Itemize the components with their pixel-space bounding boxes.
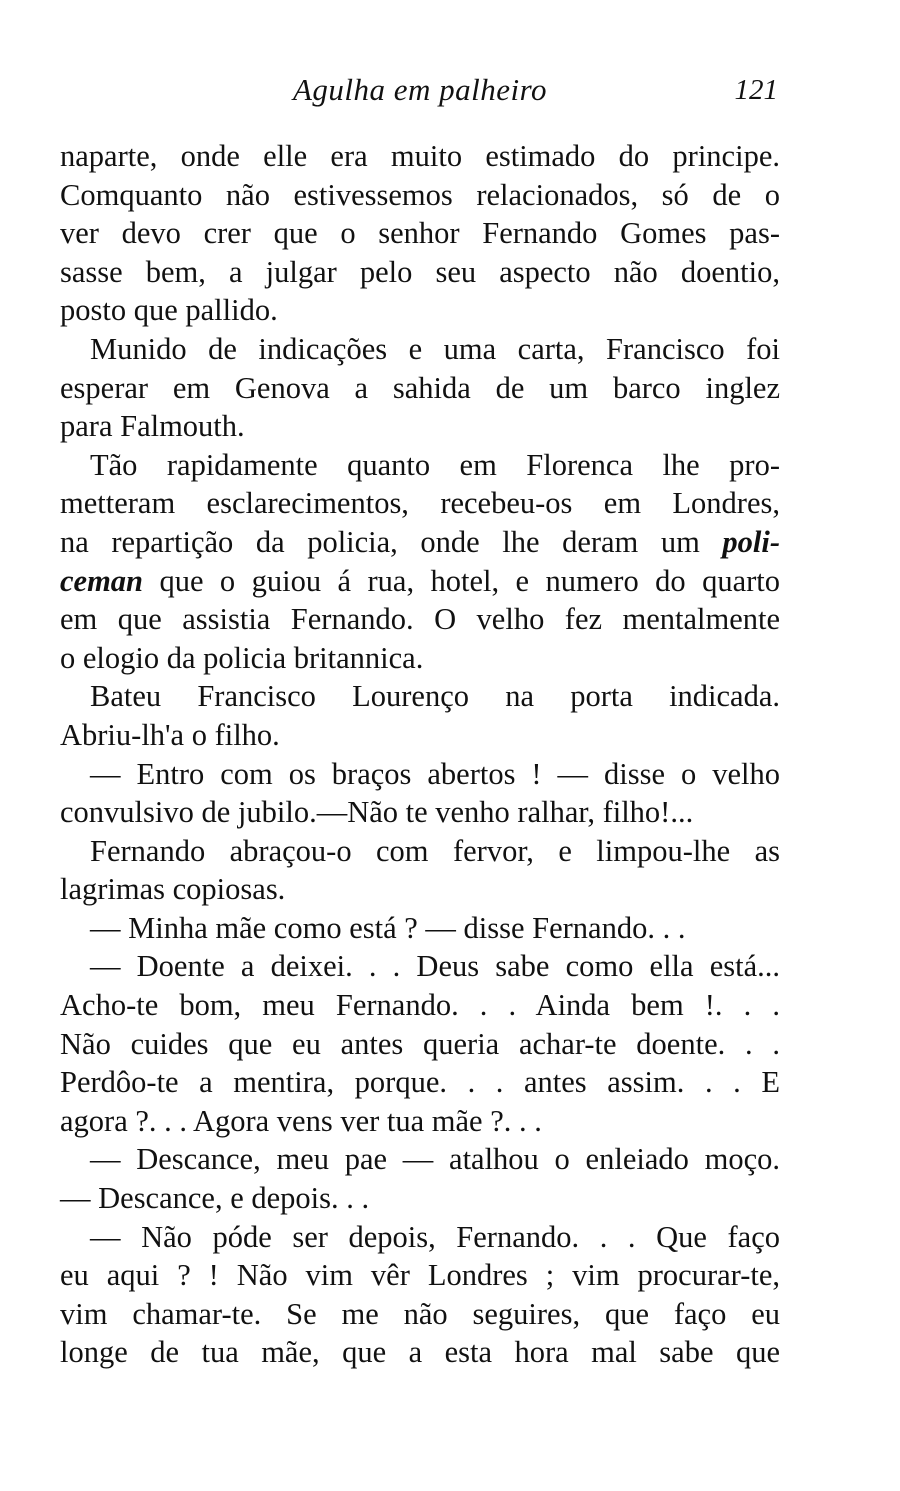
- text-line-with-italic: [60, 523, 780, 562]
- italic-word: poli-: [722, 524, 781, 559]
- text-line: Munido de indicações e uma carta, Francisco foi: [90, 331, 780, 366]
- dialogue-paragraph: [60, 755, 780, 832]
- text-line: Bateu Francisco Lourenço na porta indicada.: [90, 679, 780, 714]
- text-line: convulsivo de jubilo.—Não te venho ralhar, filho!...: [60, 795, 694, 830]
- dialogue-paragraph: [60, 1218, 780, 1372]
- text-segment: que o guiou á rua, hotel, e numero do quarto: [159, 563, 780, 598]
- text-line: Perdôo-te a mentira, porque. . . antes assim. . . E: [60, 1065, 780, 1100]
- text-line-with-italic: [60, 562, 780, 601]
- text-line: lagrimas copiosas.: [60, 872, 286, 907]
- text-line: longe de tua mãe, que a esta hora mal sabe que: [60, 1335, 780, 1370]
- text-line: eu aqui ? ! Não vim vêr Londres ; vim procurar-te,: [60, 1258, 780, 1293]
- dialogue-paragraph: [60, 947, 780, 1140]
- text-line: Comquanto não estivessemos relacionados, só de o: [60, 177, 780, 212]
- running-head: [62, 72, 778, 112]
- text-line: vim chamar-te. Se me não seguires, que faço eu: [60, 1296, 780, 1331]
- dialogue-paragraph: [60, 1140, 780, 1217]
- text-line: esperar em Genova a sahida de um barco inglez: [60, 370, 780, 405]
- paragraph: [60, 330, 780, 446]
- text-line: para Falmouth.: [60, 409, 245, 444]
- paragraph: [60, 137, 780, 330]
- body-text: [60, 137, 780, 1372]
- italic-word: ceman: [60, 563, 144, 598]
- text-line: — Não póde ser depois, Fernando. . . Que faço: [90, 1219, 780, 1254]
- paragraph: [60, 677, 780, 754]
- dialogue-paragraph: [60, 909, 780, 948]
- text-line: Acho-te bom, meu Fernando. . . Ainda bem !. . .: [60, 988, 780, 1023]
- text-line: em que assistia Fernando. O velho fez mentalmente: [60, 602, 780, 637]
- text-line: o elogio da policia britannica.: [60, 640, 424, 675]
- paragraph: [60, 446, 780, 678]
- text-line: — Entro com os braços abertos ! — disse o velho: [90, 756, 780, 791]
- text-line: — Minha mãe como está ? — disse Fernando. . .: [90, 910, 686, 945]
- text-line: — Descance, meu pae — atalhou o enleiado moço.: [90, 1142, 780, 1177]
- text-line: — Doente a deixei. . . Deus sabe como ella está...: [90, 949, 780, 984]
- running-title: Agulha em palheiro: [292, 72, 548, 107]
- text-segment: na repartição da policia, onde lhe deram um: [60, 524, 700, 559]
- page-number: 121: [734, 74, 778, 106]
- text-line: — Descance, e depois. . .: [60, 1181, 370, 1216]
- paragraph: [60, 832, 780, 909]
- text-line: Não cuides que eu antes queria achar-te doente. . .: [60, 1026, 780, 1061]
- text-line: sasse bem, a julgar pelo seu aspecto não doentio,: [60, 254, 780, 289]
- text-line: metteram esclarecimentos, recebeu-os em Londres,: [60, 486, 780, 521]
- text-line: Fernando abraçou-o com fervor, e limpou-lhe as: [90, 833, 780, 868]
- text-line: posto que pallido.: [60, 293, 278, 328]
- text-line: naparte, onde elle era muito estimado do principe.: [60, 139, 780, 173]
- text-line: ver devo crer que o senhor Fernando Gomes pas-: [60, 216, 780, 251]
- text-line: Tão rapidamente quanto em Florenca lhe pro-: [90, 447, 780, 482]
- text-line: agora ?. . . Agora vens ver tua mãe ?. . .: [60, 1103, 542, 1138]
- text-line: Abriu-lh'a o filho.: [60, 717, 280, 752]
